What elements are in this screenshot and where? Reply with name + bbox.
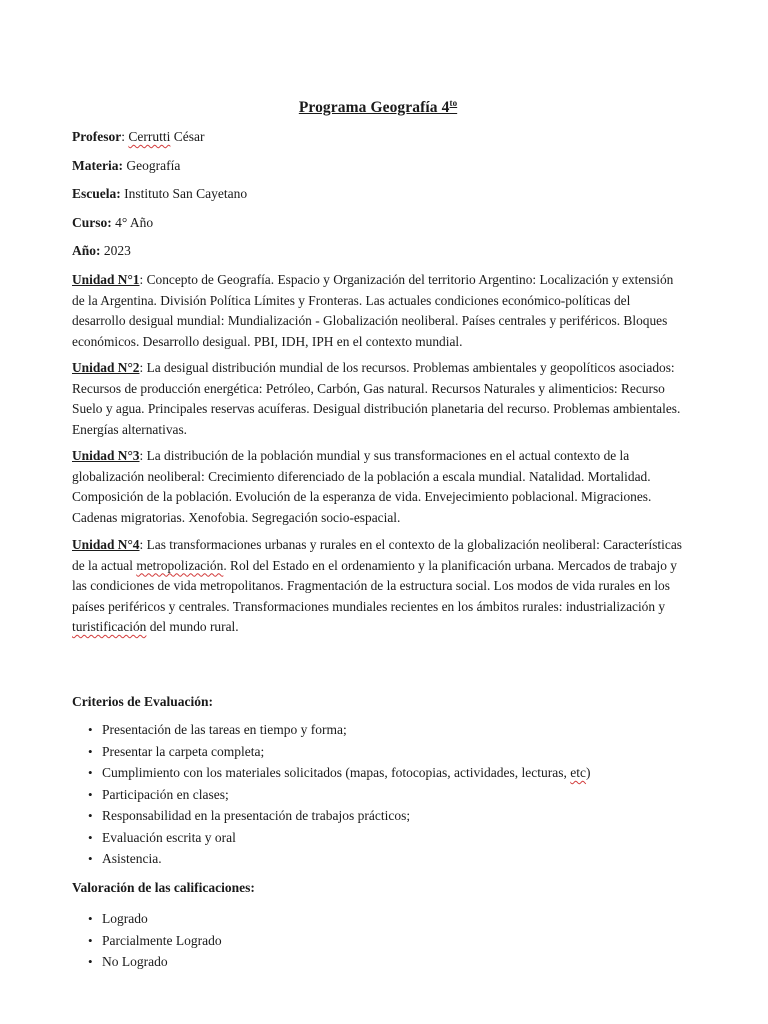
list-item: • No Logrado [88, 951, 222, 973]
unit-4-label: Unidad N°4 [72, 537, 140, 552]
valoracion-heading: Valoración de las calificaciones: [72, 880, 255, 895]
bullet-icon: • [88, 829, 93, 845]
bullet-icon: • [88, 954, 93, 969]
bullet-icon: • [88, 722, 93, 737]
bullet-icon: • [88, 932, 93, 948]
bullet-icon: • [88, 808, 93, 823]
bullet-icon: • [88, 786, 93, 802]
list-item: • Asistencia. [88, 848, 591, 870]
profesor-surname: Cerrutti [128, 129, 171, 144]
bullet-icon: • [88, 743, 93, 759]
list-item: • Participación en clases; [88, 784, 591, 806]
anio-value: 2023 [100, 243, 131, 258]
bullet-icon: • [88, 765, 93, 780]
curso-value: 4° Año [111, 215, 154, 230]
unit-3-label: Unidad N°3 [72, 448, 140, 463]
materia-label: Materia: [72, 158, 123, 173]
unit-2-label: Unidad N°2 [72, 360, 140, 375]
list-item: • Logrado [88, 908, 222, 930]
criterios-heading: Criterios de Evaluación: [72, 694, 213, 709]
anio-label: Año: [72, 243, 101, 258]
escuela-field [72, 185, 247, 203]
unit-1-paragraph: Unidad N°1: Concepto de Geografía. Espacio y Organización del territorio Argentino: Localización y extensión de la Argentina. División Política Límites y Fronteras. Las actuales condiciones económico-políticas del desarrollo desigual mundial: Mundialización - Globalización neoliberal. Países centrales y periféricos. Bloques económicos. Desarrollo desigual. PBI, IDH, IPH en el contexto mundial. [72, 272, 674, 349]
curso-label: Curso: [72, 215, 112, 230]
bullet-icon: • [88, 911, 93, 926]
materia-value: Geografía [122, 158, 181, 173]
profesor-field: Profesor: Cerrutti César [72, 129, 205, 144]
unit-1-label: Unidad N°1 [72, 272, 140, 287]
list-item: • Responsabilidad en la presentación de trabajos prácticos; [88, 805, 591, 827]
escuela-value: Instituto San Cayetano [120, 186, 248, 201]
unit-3-paragraph: Unidad N°3: La distribución de la población mundial y sus transformaciones en el actual contexto de la globalización neoliberal: Crecimiento diferenciado de la población a escala mundial. Natalidad. Mortalidad. Composición de la población. Evolución de la esperanza de vida. Envejecimiento poblacional. Migraciones. Cadenas migratorias. Xenofobia. Segregación socio-espacial. [72, 448, 652, 525]
list-item: • Presentar la carpeta completa; [88, 741, 591, 763]
list-item: • Cumplimiento con los materiales solicitados (mapas, fotocopias, actividades, lecturas, etc) [88, 762, 591, 784]
unit-4-paragraph: Unidad N°4: Las transformaciones urbanas y rurales en el contexto de la globalización neoliberal: Características de la actual metropolización. Rol del Estado en el ordenamiento y la planificación urbana. Mercados de trabajo y las condiciones de vida metropolitanos. Fragmentación de la estructura social. Los modos de vida rurales en los países periféricos y centrales. Transformaciones mundiales recientes en los ámbitos rurales: industrialización y turistificación del mundo rural. [72, 537, 682, 634]
page-title: Programa Geografía $4^{to}$ [298, 98, 458, 116]
materia-field [72, 157, 180, 175]
profesor-label: Profesor [72, 129, 122, 144]
escuela-label: Escuela: [72, 186, 121, 201]
bullet-icon: • [88, 851, 93, 866]
criterios-list [88, 719, 591, 870]
valoracion-list [88, 908, 222, 973]
list-item: • Evaluación escrita y oral [88, 827, 591, 849]
anio-field [72, 242, 131, 260]
list-item: • Presentación de las tareas en tiempo y forma; [88, 719, 591, 741]
curso-field [72, 214, 153, 232]
unit-2-paragraph: Unidad N°2: La desigual distribución mundial de los recursos. Problemas ambientales y geopolíticos asociados: Recursos de producción energética: Petróleo, Carbón, Gas natural. Recursos Naturales y alimenticios: Recurso Suelo y agua. Principales reservas acuíferas. Desigual distribución planetaria del recurso. Problemas ambientales. Energías alternativas. [72, 360, 681, 437]
list-item: • Parcialmente Logrado [88, 930, 222, 952]
